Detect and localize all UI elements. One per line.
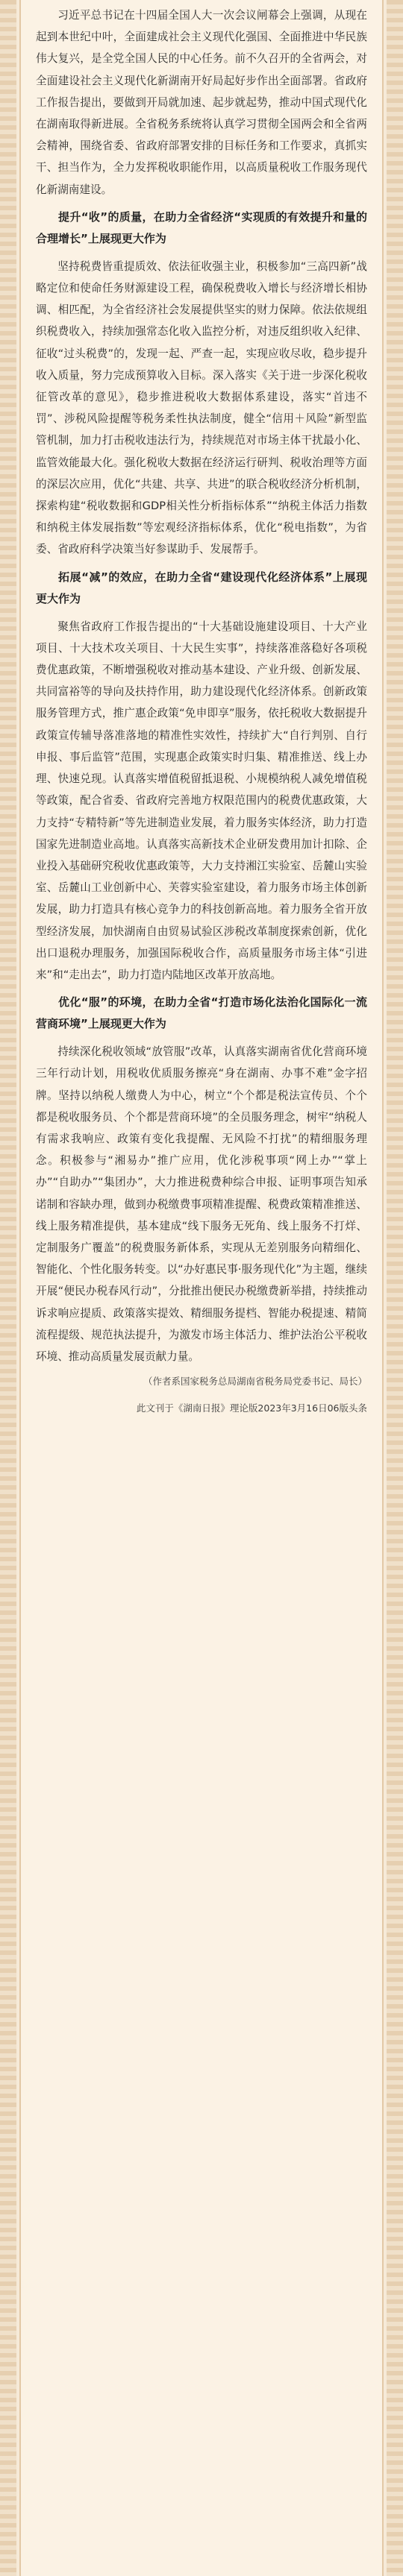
section-1-paragraph: 坚持税费皆重提质效、依法征收强主业，积极参加“三高四新”战略定位和使命任务财源建设工程，确保税费收入增长与经济增长相协调、相匹配，为全省经济社会发展提供坚实的财力保障。依法依规组织税费收入，持续加强常态化收入监控分析，对违反组织收入纪律、征收“过头税费”的，发现一起、严查一起，实现应收尽收，稳步提升收入质量，努力完成预算收入目标。深入落实《关于进一步深化税收征管改革的意见》，稳步推进税收大数据体系建设，落实“首违不罚”、涉税风险提醒等税务柔性执法制度，健全“信用＋风险”新型监管机制，加力打击税收违法行为，持续规范对市场主体干扰最小化、监管效能最大化。强化税收大数据在经济运行研判、税收治理等方面的深层次应用，优化“共建、共享、共进”的联合税收经济分析机制，探索构建“税收数据和GDP相关性分析指标体系”“纳税主体活力指数和纳税主体发展指数”等宏观经济指标体系，优化“税电指数”，为省委、省政府科学决策当好参谋助手、发展帮手。 [36, 259, 367, 556]
section-3-paragraph: 持续深化税收领域“放管服”改革，认真落实湖南省优化营商环境三年行动计划，用税收优质服务擦亮“身在湖南、办事不难”金字招牌。坚持以纳税人缴费人为中心，树立“个个都是税法宣传员、个个都是税收服务员、个个都是营商环境”的全员服务理念，树牢“纳税人有需求我响应、政策有变化我提醒、无风险不打扰”的精细服务理念。积极参与“湘易办”推广应用，优化涉税事项“网上办”“掌上办”“自助办”“集团办”，大力推进税费种综合申报、证明事项告知承诺制和容缺办理，做到办税缴费事项精准提醒、税费政策精准推送、线上服务精准提供，基本建成“线下服务无死角、线上服务不打烊、定制服务广覆盖”的税费服务新体系，实现从无差别服务向精细化、智能化、个性化服务转变。以“办好惠民事·服务现代化”为主题，继续开展“便民办税春风行动”，分批推出便民办税缴费新举措，持续推动诉求响应提质、政策落实提效、精细服务提档、智能办税提速、精简流程提级、规范执法提升，为激发市场主体活力、维护法治公平税收环境、推动高质量发展贡献力量。 [36, 1045, 367, 1363]
section-2-paragraph: 聚焦省政府工作报告提出的“十大基础设施建设项目、十大产业项目、十大技术攻关项目、十大民生实事”，持续落准落稳好各项税费优惠政策，不断增强税收对推动基本建设、产业升级、创新发展、共同富裕等的导向及扶持作用，助力建设现代化经济体系。创新政策服务管理方式，推广惠企政策“免申即享”服务，依托税收大数据提升政策宣传辅导落准落地的精准性实效性，持续扩大“自行判别、自行申报、事后监管”范围，实现惠企政策实时归集、精准推送、线上办理、快速兑现。认真落实增值税留抵退税、小规模纳税人减免增值税等政策，配合省委、省政府完善地方权限范围内的税费优惠政策，大力支持“专精特新”等先进制造业发展，着力服务实体经济，助力打造国家先进制造业高地。认真落实高新技术企业研发费用加计扣除、企业投入基础研究税收优惠政策等，大力支持湘江实验室、岳麓山实验室、岳麓山工业创新中心、芙蓉实验室建设，着力服务市场主体创新发展，助力打造具有核心竞争力的科技创新高地。着力服务全省开放型经济发展，加快湖南自由贸易试验区涉税改革制度探索创新，优化出口退税办理服务，加强国际税收合作，高质量服务市场主体“引进来”和“走出去”，助力打造内陆地区改革开放高地。 [36, 620, 367, 981]
article-body [36, 4, 367, 1417]
section-heading-1: 提升“收”的质量，在助力全省经济“实现质的有效提升和量的合理增长”上展现更大作为 [36, 210, 367, 245]
article-page [19, 0, 384, 2576]
author-credit: （作者系国家税务总局湖南省税务局党委书记、局长） [143, 1376, 367, 1388]
section-heading-2: 拓展“减”的效应，在助力全省“建设现代化经济体系”上展现更大作为 [36, 570, 367, 605]
intro-paragraph: 习近平总书记在十四届全国人大一次会议闸幕会上强调，从现在起到本世纪中叶，全面建成社会主义现代化强国、全面推进中华民族伟大复兴，是全党全国人民的中心任务。前不久召开的全省两会，对全面建设社会主义现代化新湖南开好局起好步作出全面部署。省政府工作报告提出，要做到开局就加速、起步就起势，推动中国式现代化在湖南取得新进展。全省税务系统将认真学习贯彻全国两会和全省两会精神，围绕省委、省政府部署安排的目标任务和工作要求，真抓实干、担当作为，全力发挥税收职能作用，以高质量税收工作服务现代化新湖南建设。 [36, 9, 367, 196]
publication-source: 此文刊于《湖南日报》理论版2023年3月16日06版头条 [136, 1402, 367, 1414]
section-heading-3: 优化“服”的环境，在助力全省“打造市场化法治化国际化一流营商环境”上展现更大作为 [36, 995, 367, 1031]
decorative-border-right [387, 0, 403, 2576]
decorative-border-left [0, 0, 16, 2576]
